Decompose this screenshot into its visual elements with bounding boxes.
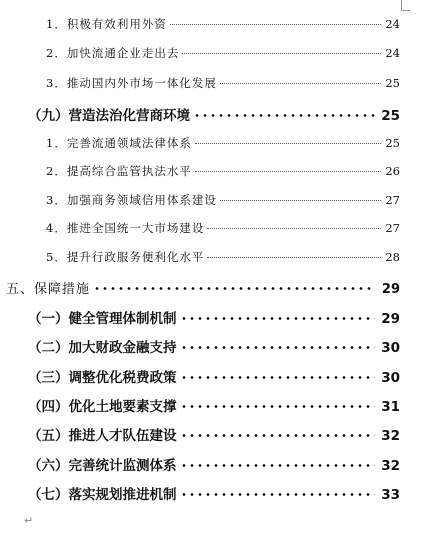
toc-leader-dots (180, 346, 376, 349)
toc-entry[interactable] (46, 135, 400, 151)
toc-entry[interactable] (28, 336, 400, 356)
toc-entry-label: 2．加快流通企业走出去 (46, 46, 180, 60)
toc-entry-label: 3．推动国内外市场一体化发展 (46, 76, 217, 90)
toc-entry[interactable] (28, 366, 400, 386)
toc-entry-label: （二）加大财政金融支持 (28, 340, 177, 356)
toc-entry-label: 1．积极有效利用外资 (46, 17, 167, 31)
toc-page-number: 27 (385, 193, 400, 207)
toc-entry-label: 5．提升行政服务便利化水平 (46, 250, 205, 264)
toc-leader-dots (170, 24, 381, 25)
toc-page-number: 24 (385, 17, 400, 31)
toc-entry[interactable] (28, 454, 400, 474)
toc-entry[interactable] (28, 424, 400, 444)
toc-page-number: 29 (381, 311, 400, 327)
toc-leader-dots (220, 200, 381, 201)
toc-page-number: 31 (381, 399, 400, 415)
toc-entry-label: 4．推进全国统一大市场建设 (46, 221, 205, 235)
toc-entry[interactable] (46, 163, 400, 179)
toc-entry-label: （九）营造法治化营商环境 (28, 108, 190, 124)
paragraph-mark: ↵ (24, 514, 34, 527)
toc-leader-dots (180, 464, 376, 467)
toc-page-number: 24 (385, 46, 400, 60)
toc-entry[interactable] (46, 249, 400, 265)
toc-page-number: 26 (385, 164, 400, 178)
page-corner-marker (401, 0, 410, 11)
toc-leader-dots (207, 228, 381, 229)
toc-entry[interactable] (46, 45, 400, 61)
toc-leader-dots (182, 53, 381, 54)
toc-entry[interactable] (28, 104, 400, 124)
toc-leader-dots (180, 405, 376, 408)
toc-leader-dots (180, 434, 376, 437)
toc-entry[interactable] (28, 483, 400, 503)
toc-leader-dots (180, 376, 376, 379)
toc-entry-label: （五）推进人才队伍建设 (28, 428, 177, 444)
toc-entry-label: （三）调整优化税费政策 (28, 370, 177, 386)
toc-entry[interactable] (46, 16, 400, 32)
toc-page-number: 28 (385, 250, 400, 264)
toc-leader-dots (220, 83, 381, 84)
toc-entry-label: 五、保障措施 (6, 282, 91, 297)
toc-page-number: 33 (381, 487, 400, 503)
toc-entry[interactable] (28, 307, 400, 327)
toc-entry-label: （七）落实规划推进机制 (28, 487, 177, 503)
toc-page-number: 32 (381, 428, 400, 444)
toc-entry-label: （六）完善统计监测体系 (28, 458, 177, 474)
toc-leader-dots (193, 114, 375, 117)
toc-entry[interactable] (6, 278, 400, 297)
toc-page-number: 25 (385, 76, 400, 90)
toc-entry[interactable] (46, 220, 400, 236)
toc-entry[interactable] (28, 395, 400, 415)
toc-page-number: 32 (381, 458, 400, 474)
toc-entry-label: 1．完善流通领域法律体系 (46, 136, 192, 150)
toc-entry-label: 2．提高综合监管执法水平 (46, 164, 192, 178)
toc-entry-label: 3．加强商务领域信用体系建设 (46, 193, 217, 207)
toc-leader-dots (195, 171, 381, 172)
toc-entry[interactable] (46, 192, 400, 208)
toc-page-number: 29 (381, 282, 400, 297)
toc-leader-dots (195, 143, 381, 144)
toc-page-number: 27 (385, 221, 400, 235)
toc-page-number: 25 (381, 108, 400, 124)
toc-leader-dots (207, 257, 381, 258)
toc-entry[interactable] (46, 75, 400, 91)
toc-page-number: 30 (381, 340, 400, 356)
toc-entry-label: （四）优化土地要素支撑 (28, 399, 177, 415)
toc-entry-label: （一）健全管理体制机制 (28, 311, 177, 327)
toc-page-number: 25 (385, 136, 400, 150)
toc-page-number: 30 (381, 370, 400, 386)
toc-leader-dots (180, 493, 376, 496)
toc-leader-dots (180, 317, 376, 320)
toc-leader-dots (93, 287, 375, 290)
